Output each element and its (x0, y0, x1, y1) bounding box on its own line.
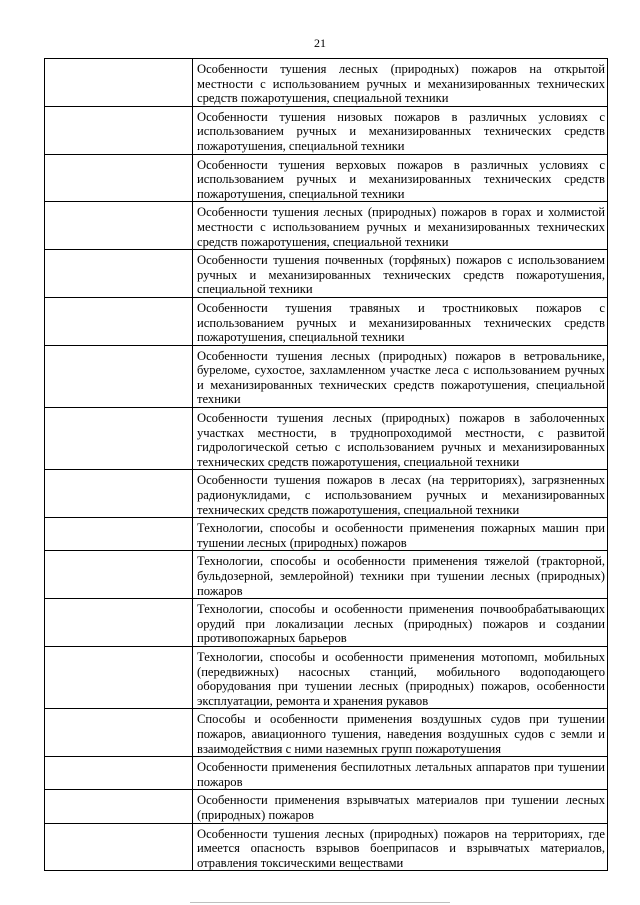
right-cell (193, 202, 608, 250)
topic-text: Особенности тушения лесных (природных) пожаров в ветровальнике, буреломе, сухостое, захламленном участке леса с использованием ручных и механизированных технических средств пожаротушения, специальной техники (197, 348, 605, 407)
topic-text: Особенности тушения лесных (природных) пожаров в горах и холмистой местности с использованием ручных и механизированных технических средств пожаротушения, специальной техники (197, 205, 605, 249)
scan-edge-mark (190, 902, 450, 903)
left-cell (45, 408, 193, 470)
left-cell (45, 646, 193, 708)
table-row (45, 408, 608, 470)
right-cell (193, 551, 608, 599)
table-row (45, 790, 608, 823)
page-number: 21 (314, 36, 326, 50)
table-row (45, 59, 608, 107)
right-cell (193, 297, 608, 345)
right-cell (193, 470, 608, 518)
topic-text: Особенности тушения пожаров в лесах (на территориях), загрязненных радионуклидами, с использованием ручных и механизированных технических средств пожаротушения, специальной техники (197, 473, 605, 517)
right-cell (193, 599, 608, 647)
topic-text: Особенности тушения лесных (природных) пожаров в заболоченных участках местности, в труднопроходимой местности, с развитой гидрологической сетью с использованием ручных и механизированных технических средств пожаротушения, специальной техники (197, 411, 605, 469)
left-cell (45, 154, 193, 202)
table-row (45, 551, 608, 599)
left-cell (45, 202, 193, 250)
left-cell (45, 790, 193, 823)
right-cell (193, 646, 608, 708)
left-cell (45, 106, 193, 154)
table-row (45, 599, 608, 647)
right-cell (193, 709, 608, 757)
left-cell (45, 470, 193, 518)
table-row (45, 646, 608, 708)
topic-text: Способы и особенности применения воздушных судов при тушении пожаров, авиационного тушения, наведения воздушных судов с земли и взаимодействия с ними наземных групп пожаротушения (197, 712, 605, 756)
topic-text: Особенности применения беспилотных летальных аппаратов при тушении пожаров (197, 760, 605, 789)
right-cell (193, 518, 608, 551)
topic-text: Технологии, способы и особенности применения тяжелой (тракторной, бульдозерной, землеройной) техники при тушении лесных (природных) пожаров (197, 554, 605, 598)
table-row (45, 757, 608, 790)
topic-text: Технологии, способы и особенности применения мотопомп, мобильных (передвижных) насосных станций, мобильного водоподающего оборудования при тушении лесных (природных) пожаров, особенности эксплуатации, ремонта и хранения рукавов (197, 649, 605, 708)
table-row (45, 202, 608, 250)
topic-text: Особенности тушения низовых пожаров в различных условиях с использованием ручных и механизированных технических средств пожаротушения, специальной техники (197, 109, 605, 153)
topic-text: Особенности тушения лесных (природных) пожаров на территориях, где имеется опасность взрывов боеприпасов и взрывчатых материалов, отравления токсическими веществами (197, 826, 605, 870)
left-cell (45, 250, 193, 298)
table-row (45, 345, 608, 407)
topic-text: Особенности тушения почвенных (торфяных) пожаров с использованием ручных и механизированных технических средств пожаротушения, специальной техники (197, 253, 605, 297)
right-cell (193, 757, 608, 790)
topic-text: Особенности тушения лесных (природных) пожаров на открытой местности с использованием ручных и механизированных технических средств пожаротушения, специальной техники (197, 62, 605, 106)
table-row (45, 106, 608, 154)
topic-text: Особенности применения взрывчатых материалов при тушении лесных (природных) пожаров (197, 793, 605, 822)
left-cell (45, 518, 193, 551)
table-row (45, 250, 608, 298)
table-row (45, 518, 608, 551)
right-cell (193, 59, 608, 107)
topic-text: Технологии, способы и особенности применения пожарных машин при тушении лесных (природных) пожаров (197, 521, 605, 550)
topic-text: Технологии, способы и особенности применения почвообрабатывающих орудий при локализации лесных (природных) пожаров и создании противопожарных барьеров (197, 602, 605, 646)
right-cell (193, 790, 608, 823)
table-row (45, 154, 608, 202)
table-body (45, 59, 608, 871)
left-cell (45, 599, 193, 647)
left-cell (45, 757, 193, 790)
right-cell (193, 345, 608, 407)
topic-text: Особенности тушения верховых пожаров в различных условиях с использованием ручных и механизированных технических средств пожаротушения, специальной техники (197, 157, 605, 201)
left-cell (45, 345, 193, 407)
table-row (45, 709, 608, 757)
left-cell (45, 59, 193, 107)
right-cell (193, 408, 608, 470)
right-cell (193, 250, 608, 298)
topic-text: Особенности тушения травяных и тростниковых пожаров с использованием ручных и механизированных технических средств пожаротушения, специальной техники (197, 300, 605, 345)
right-cell (193, 154, 608, 202)
left-cell (45, 551, 193, 599)
right-cell (193, 823, 608, 871)
left-cell (45, 709, 193, 757)
left-cell (45, 823, 193, 871)
table-row (45, 297, 608, 345)
left-cell (45, 297, 193, 345)
table-row (45, 823, 608, 871)
competency-table (44, 58, 608, 871)
table-row (45, 470, 608, 518)
right-cell (193, 106, 608, 154)
